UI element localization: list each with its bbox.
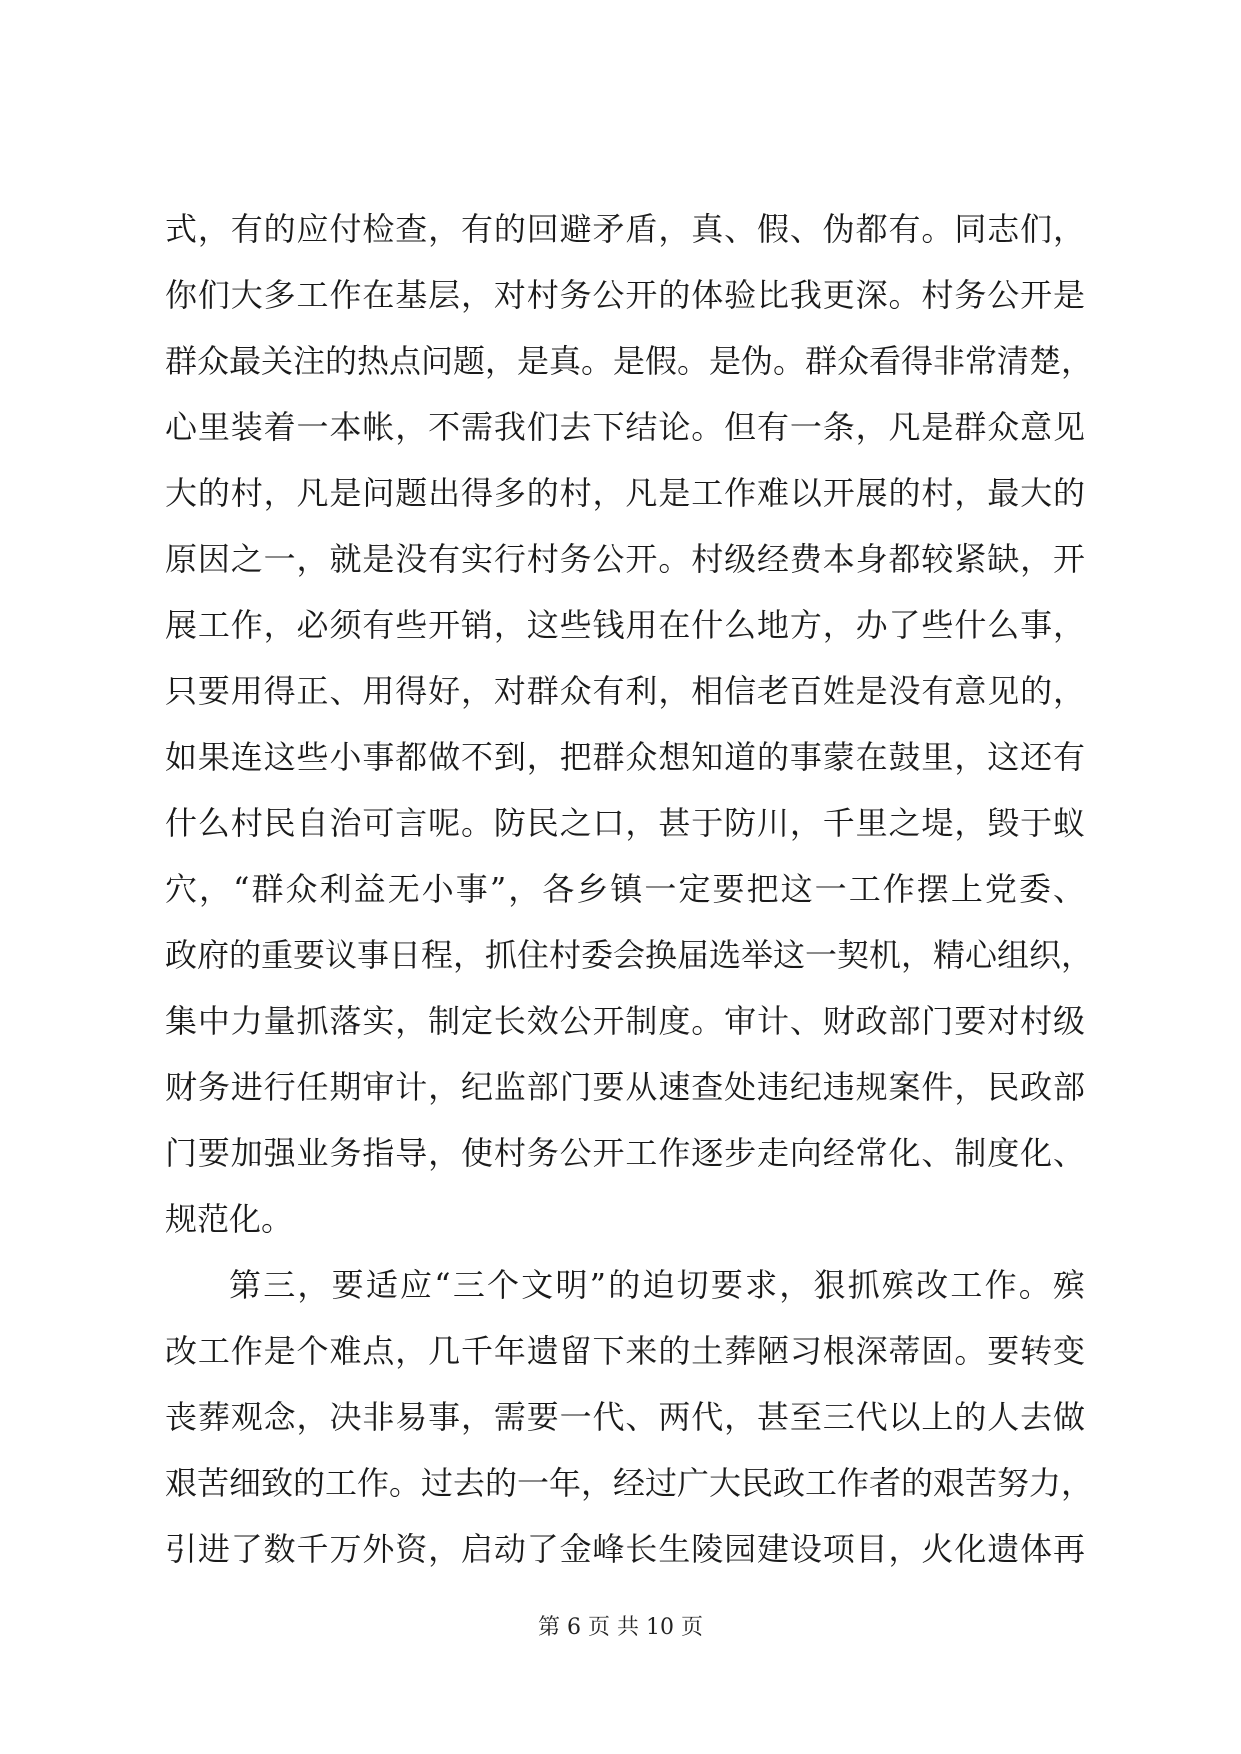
text-line: 如果连这些小事都做不到，把群众想知道的事蒙在鼓里，这还有 bbox=[165, 738, 1085, 776]
document-body bbox=[165, 196, 1094, 1582]
text-line: 式，有的应付检查，有的回避矛盾，真、假、伪都有。同志们， bbox=[165, 210, 1085, 248]
text-line: 门要加强业务指导，使村务公开工作逐步走向经常化、制度化、 bbox=[165, 1134, 1085, 1172]
text-line: 穴，“群众利益无小事”，各乡镇一定要把这一工作摆上党委、 bbox=[165, 870, 1085, 908]
text-line: 财务进行任期审计，纪监部门要从速查处违纪违规案件，民政部 bbox=[165, 1068, 1085, 1106]
text-line: 规范化。 bbox=[165, 1200, 294, 1238]
page-number-footer: 第 6 页 共 10 页 bbox=[538, 1615, 703, 1640]
text-line: 展工作，必须有些开销，这些钱用在什么地方，办了些什么事， bbox=[165, 606, 1085, 644]
text-line: 心里装着一本帐，不需我们去下结论。但有一条，凡是群众意见 bbox=[165, 408, 1085, 446]
text-line: 你们大多工作在基层，对村务公开的体验比我更深。村务公开是 bbox=[165, 276, 1085, 314]
text-line: 第三，要适应“三个文明”的迫切要求，狠抓殡改工作。殡 bbox=[229, 1266, 1085, 1304]
text-line: 集中力量抓落实，制定长效公开制度。审计、财政部门要对村级 bbox=[165, 1002, 1085, 1040]
text-line: 丧葬观念，决非易事，需要一代、两代，甚至三代以上的人去做 bbox=[165, 1398, 1085, 1436]
text-line: 原因之一，就是没有实行村务公开。村级经费本身都较紧缺，开 bbox=[165, 540, 1085, 578]
text-line: 艰苦细致的工作。过去的一年，经过广大民政工作者的艰苦努力， bbox=[165, 1464, 1094, 1502]
paragraph bbox=[165, 1252, 1094, 1582]
text-line: 大的村，凡是问题出得多的村，凡是工作难以开展的村，最大的 bbox=[165, 474, 1085, 512]
text-line: 政府的重要议事日程，抓住村委会换届选举这一契机，精心组织， bbox=[165, 936, 1094, 974]
paragraph bbox=[165, 196, 1094, 1252]
text-line: 群众最关注的热点问题，是真。是假。是伪。群众看得非常清楚， bbox=[165, 342, 1094, 380]
text-line: 改工作是个难点，几千年遗留下来的土葬陋习根深蒂固。要转变 bbox=[165, 1332, 1085, 1370]
text-line: 什么村民自治可言呢。防民之口，甚于防川，千里之堤，毁于蚁 bbox=[165, 804, 1085, 842]
text-line: 引进了数千万外资，启动了金峰长生陵园建设项目，火化遗体再 bbox=[165, 1530, 1085, 1568]
text-line: 只要用得正、用得好，对群众有利，相信老百姓是没有意见的， bbox=[165, 672, 1085, 710]
